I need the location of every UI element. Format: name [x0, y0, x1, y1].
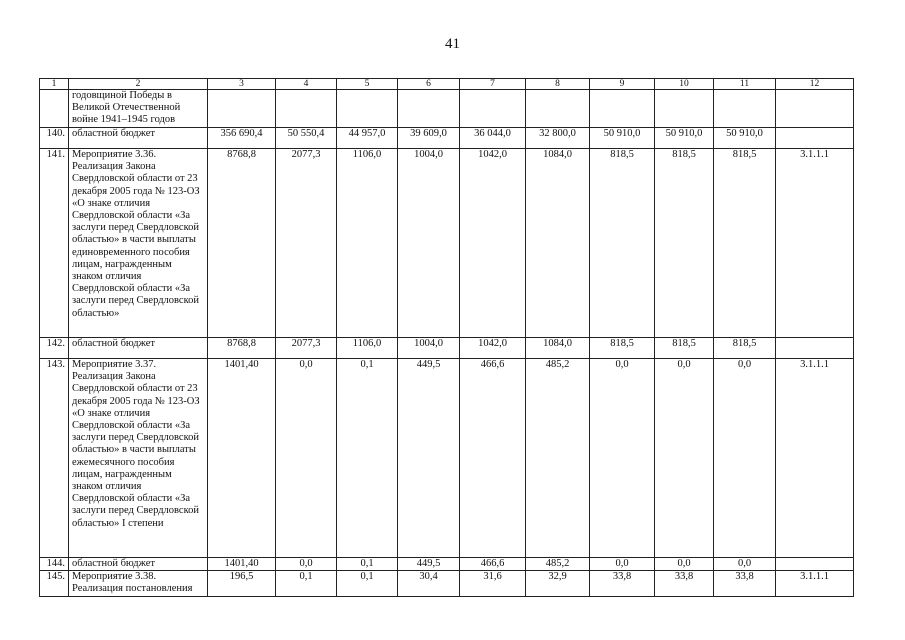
table-row [40, 338, 854, 359]
row-value: 449,5 [398, 558, 460, 571]
row-value: 818,5 [590, 338, 655, 359]
column-header: 4 [276, 79, 337, 90]
row-description: годовщиной Победы в Великой Отечественной войне 1941–1945 годов [69, 90, 208, 128]
row-value: 0,0 [655, 558, 714, 571]
row-value: 1106,0 [337, 338, 398, 359]
row-value: 8768,8 [208, 338, 276, 359]
row-value: 0,0 [276, 558, 337, 571]
column-header: 3 [208, 79, 276, 90]
row-value: 0,0 [276, 359, 337, 558]
row-value: 485,2 [526, 558, 590, 571]
column-header: 5 [337, 79, 398, 90]
column-header: 6 [398, 79, 460, 90]
table-row [40, 558, 854, 571]
row-number: 141. [40, 149, 69, 338]
row-description: Мероприятие 3.37. Реализация Закона Свердловской области от 23 декабря 2005 года № 123-ОЗ «О знаке отличия Свердловской области «За заслуги перед Свердловской областью» в части выплаты ежемесячного пособия лицам, награжденным знаком отличия Свердловской области «За заслуги перед Свердловской областью» I степени [69, 359, 208, 558]
row-target: 3.1.1.1 [776, 571, 854, 596]
column-header: 2 [69, 79, 208, 90]
row-value: 31,6 [460, 571, 526, 596]
row-description: Мероприятие 3.36. Реализация Закона Свердловской области от 23 декабря 2005 года № 123-ОЗ «О знаке отличия Свердловской области «За заслуги перед Свердловской областью» в части выплаты единовременного пособия лицам, награжденным знаком отличия Свердловской области «За заслуги перед Свердловской областью» [69, 149, 208, 338]
row-value: 1084,0 [526, 338, 590, 359]
row-description: Мероприятие 3.38. Реализация постановления [69, 571, 208, 596]
table-row [40, 128, 854, 149]
row-value: 39 609,0 [398, 128, 460, 149]
row-value: 1042,0 [460, 338, 526, 359]
column-header: 8 [526, 79, 590, 90]
row-value: 0,1 [337, 571, 398, 596]
row-value: 2077,3 [276, 338, 337, 359]
row-value: 466,6 [460, 359, 526, 558]
row-value: 33,8 [714, 571, 776, 596]
row-value: 36 044,0 [460, 128, 526, 149]
row-value: 0,0 [655, 359, 714, 558]
row-value: 1084,0 [526, 149, 590, 338]
row-value: 50 910,0 [714, 128, 776, 149]
row-value: 50 910,0 [655, 128, 714, 149]
column-header: 9 [590, 79, 655, 90]
column-header: 12 [776, 79, 854, 90]
row-value: 466,6 [460, 558, 526, 571]
row-number: 145. [40, 571, 69, 596]
row-target [776, 338, 854, 359]
table-row [40, 571, 854, 596]
row-value: 32,9 [526, 571, 590, 596]
row-value [460, 90, 526, 128]
row-value: 33,8 [655, 571, 714, 596]
row-value: 2077,3 [276, 149, 337, 338]
column-header: 1 [40, 79, 69, 90]
row-value: 1042,0 [460, 149, 526, 338]
row-value [590, 90, 655, 128]
column-header: 10 [655, 79, 714, 90]
budget-table [39, 78, 854, 597]
row-value: 0,1 [337, 359, 398, 558]
row-value: 0,0 [590, 359, 655, 558]
row-value: 196,5 [208, 571, 276, 596]
column-header: 7 [460, 79, 526, 90]
row-value: 818,5 [590, 149, 655, 338]
row-value: 818,5 [655, 149, 714, 338]
row-value: 32 800,0 [526, 128, 590, 149]
row-value: 818,5 [714, 149, 776, 338]
row-value: 818,5 [655, 338, 714, 359]
row-target [776, 128, 854, 149]
row-number [40, 90, 69, 128]
row-value [714, 90, 776, 128]
row-value: 0,1 [276, 571, 337, 596]
row-value [337, 90, 398, 128]
page-number: 41 [445, 36, 460, 52]
table-row [40, 359, 854, 558]
row-target: 3.1.1.1 [776, 359, 854, 558]
row-value: 0,0 [714, 558, 776, 571]
row-value: 50 910,0 [590, 128, 655, 149]
row-value: 8768,8 [208, 149, 276, 338]
row-value: 33,8 [590, 571, 655, 596]
table-row [40, 90, 854, 128]
row-value: 44 957,0 [337, 128, 398, 149]
row-value: 485,2 [526, 359, 590, 558]
row-value: 1004,0 [398, 338, 460, 359]
row-description: областной бюджет [69, 558, 208, 571]
row-value: 356 690,4 [208, 128, 276, 149]
row-value: 449,5 [398, 359, 460, 558]
row-description: областной бюджет [69, 128, 208, 149]
row-value: 0,0 [714, 359, 776, 558]
row-value: 50 550,4 [276, 128, 337, 149]
row-value [655, 90, 714, 128]
row-target: 3.1.1.1 [776, 149, 854, 338]
row-value: 0,0 [590, 558, 655, 571]
row-value: 0,1 [337, 558, 398, 571]
row-value [276, 90, 337, 128]
row-target [776, 558, 854, 571]
table-row [40, 149, 854, 338]
row-value [398, 90, 460, 128]
column-header: 11 [714, 79, 776, 90]
row-description: областной бюджет [69, 338, 208, 359]
row-value [526, 90, 590, 128]
column-number-row [40, 79, 854, 90]
row-number: 140. [40, 128, 69, 149]
row-value [208, 90, 276, 128]
row-value: 818,5 [714, 338, 776, 359]
row-value: 1004,0 [398, 149, 460, 338]
row-number: 143. [40, 359, 69, 558]
row-value: 1401,40 [208, 359, 276, 558]
row-target [776, 90, 854, 128]
row-value: 1106,0 [337, 149, 398, 338]
row-value: 1401,40 [208, 558, 276, 571]
row-value: 30,4 [398, 571, 460, 596]
row-number: 144. [40, 558, 69, 571]
row-number: 142. [40, 338, 69, 359]
